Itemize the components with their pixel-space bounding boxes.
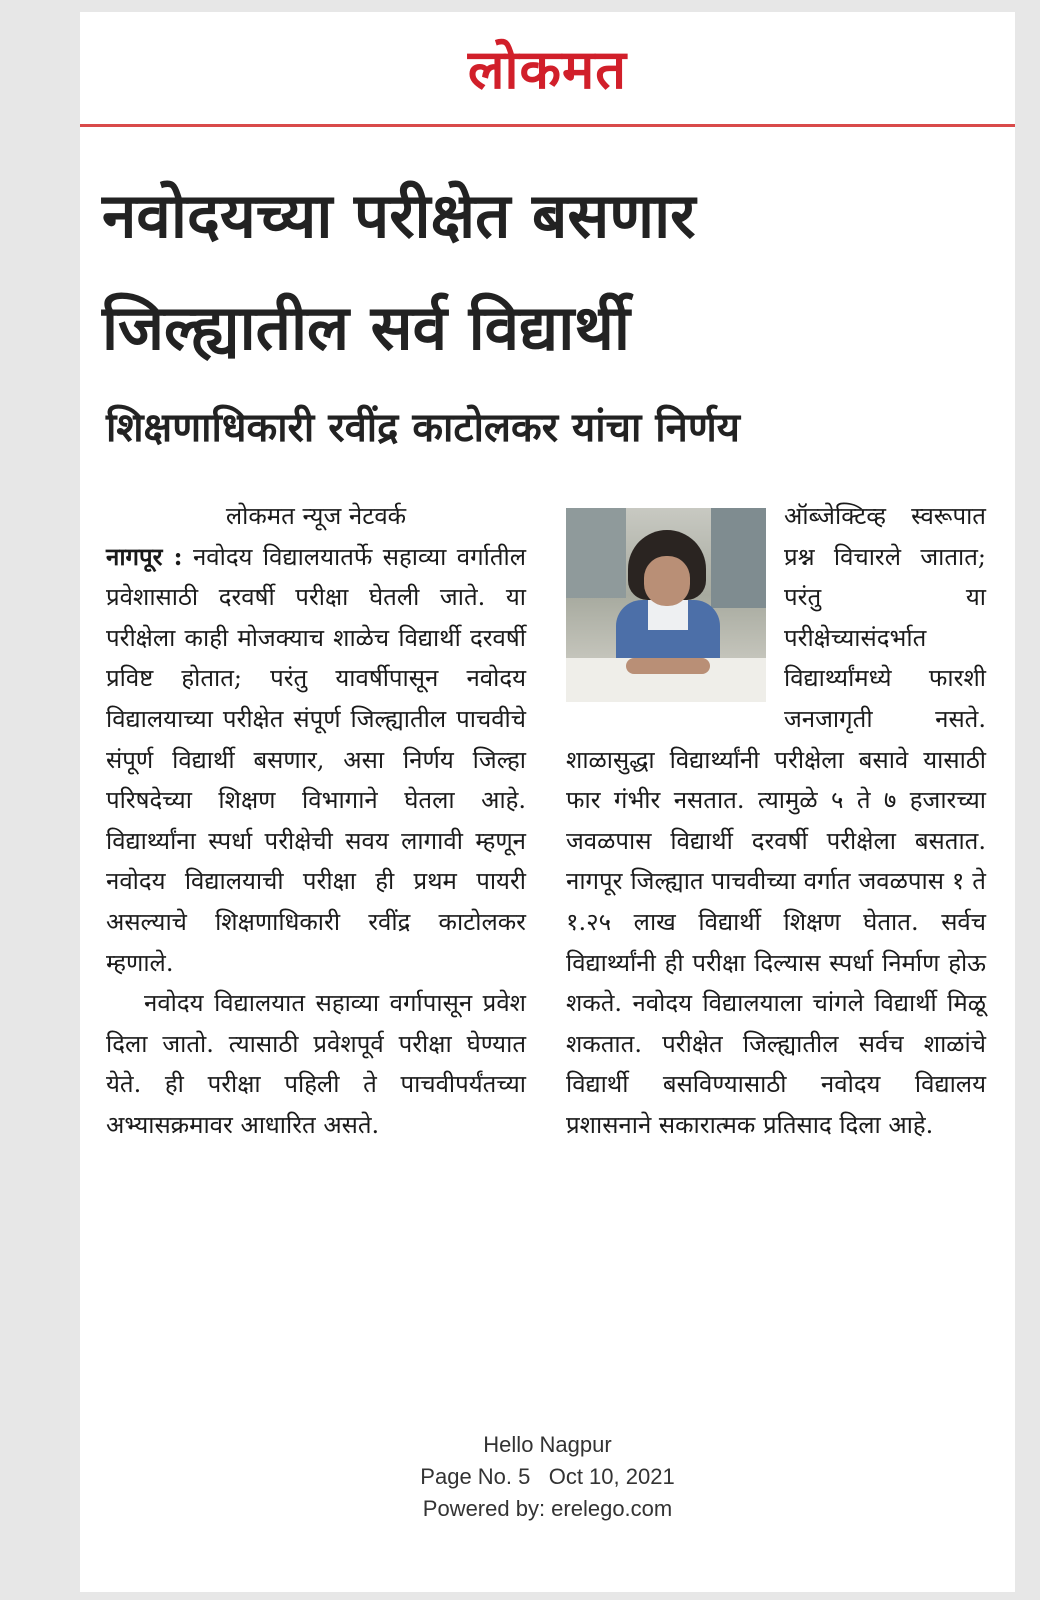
subheadline: शिक्षणाधिकारी रवींद्र काटोलकर यांचा निर्णय bbox=[106, 405, 740, 451]
masthead-rule bbox=[80, 124, 1015, 127]
dateline: नागपूर : bbox=[106, 541, 183, 571]
article-paragraph-1 bbox=[106, 537, 526, 984]
footer-page: Page No. 5 bbox=[420, 1464, 531, 1489]
byline: लोकमत न्यूज नेटवर्क bbox=[225, 502, 407, 530]
student-exam-photo bbox=[566, 508, 766, 702]
footer-edition: Hello Nagpur bbox=[483, 1432, 612, 1457]
masthead bbox=[80, 12, 1015, 124]
footer-date: Oct 10, 2021 bbox=[548, 1464, 675, 1489]
footer-powered: Powered by: erelego.com bbox=[422, 1496, 673, 1521]
newspaper-logo: लोकमत bbox=[467, 38, 628, 101]
headline bbox=[102, 160, 992, 384]
footer-page-date bbox=[80, 1462, 1015, 1492]
paragraph-1-text: नवोदय विद्यालयातर्फे सहाव्या वर्गातील प्रवेशासाठी दरवर्षी परीक्षा घेतली जाते. या परीक्षेला काही मोजक्याच शाळेच विद्यार्थी दरवर्षी प्रविष्ट होतात; परंतु यावर्षीपासून नवोदय विद्यालयाच्या परीक्षेत संपूर्ण जिल्ह्यातील पाचवीचे संपूर्ण विद्यार्थी बसणार, असा निर्णय जिल्हा परिषदेच्या शिक्षण विभागाने घेतला आहे. विद्यार्थ्यांना स्पर्धा परीक्षेची सवय लागावी म्हणून नवोदय विद्यालयाची परीक्षा ही प्रथम पायरी असल्याचे शिक्षणाधिकारी रवींद्र काटोलकर म्हणाले. bbox=[106, 542, 526, 977]
article-column-right bbox=[566, 496, 986, 1146]
article-paragraph-2: नवोदय विद्यालयात सहाव्या वर्गापासून प्रवेश दिला जातो. त्यासाठी प्रवेशपूर्व परीक्षा घेण्यात येते. ही परीक्षा पहिली ते पाचवीपर्यंतच्या अभ्यासक्रमावर आधारित असते. bbox=[106, 989, 526, 1139]
article-paragraph-3: ऑब्जेक्टिव्ह स्वरूपात प्रश्न विचारले जातात; परंतु या परीक्षेच्यासंदर्भात विद्यार्थ्यांमध्ये फारशी जनजागृती नसते. शाळासुद्धा विद्यार्थ्यांनी परीक्षेला बसावे यासाठी फार गंभीर नसतात. त्यामुळे ५ ते ७ हजारच्या जवळपास विद्यार्थी दरवर्षी परीक्षेला बसतात. नागपूर जिल्ह्यात पाचवीच्या वर्गात जवळपास १ ते १.२५ लाख विद्यार्थी शिक्षण घेतात. सर्वच विद्यार्थ्यांनी ही परीक्षा दिल्यास स्पर्धा निर्माण होऊ शकते. नवोदय विद्यालयाला चांगले विद्यार्थी मिळू शकतात. परीक्षेत जिल्ह्यातील सर्वच शाळांचे विद्यार्थी बसविण्यासाठी नवोदय विद्यालय प्रशासनाने सकारात्मक प्रतिसाद दिला आहे. bbox=[566, 502, 986, 1139]
article-column-left bbox=[106, 496, 526, 1146]
newspaper-clipping bbox=[80, 12, 1015, 1592]
headline-line-1: नवोदयच्या परीक्षेत बसणार bbox=[102, 179, 696, 252]
headline-line-2: जिल्ह्यातील सर्व विद्यार्थी bbox=[102, 291, 630, 364]
